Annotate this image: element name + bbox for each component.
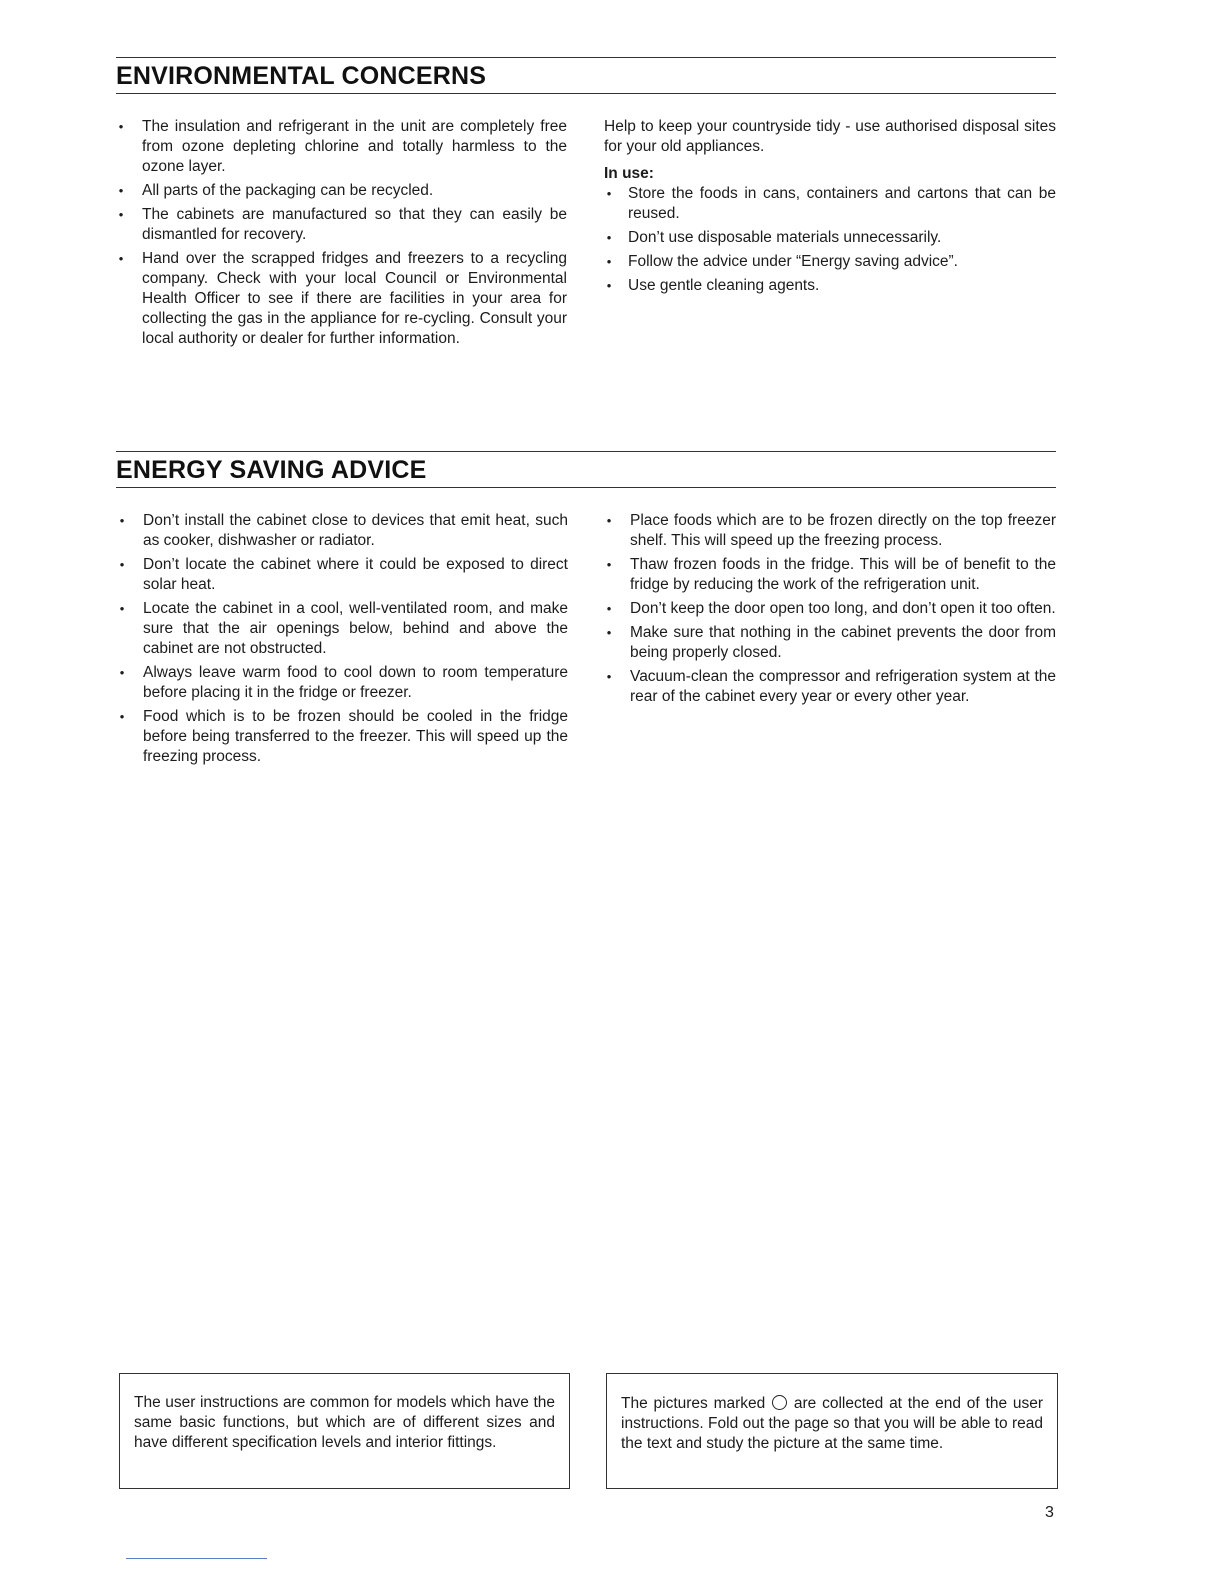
list-item: • Don’t locate the cabinet where it could be exposed to direct solar heat.: [117, 555, 568, 595]
energy-left-column: [117, 511, 568, 771]
list-item: • Locate the cabinet in a cool, well-ventilated room, and make sure that the air openings below, behind and above the cabinet are not obstructed.: [117, 599, 568, 659]
bullet-icon: •: [606, 601, 612, 616]
section-top-rule: [116, 57, 1056, 58]
list-item: • Thaw frozen foods in the fridge. This will be of benefit to the fridge by reducing the work of the refrigeration unit.: [604, 555, 1056, 595]
environmental-left-column: [116, 117, 567, 353]
energy-right-column: [604, 511, 1056, 711]
bullet-icon: •: [606, 669, 612, 684]
list-item: • Place foods which are to be frozen directly on the top freezer shelf. This will speed up the freezing process.: [604, 511, 1056, 551]
bullet-icon: •: [119, 557, 125, 572]
page-number: 3: [1045, 1504, 1054, 1521]
bullet-icon: •: [606, 230, 612, 245]
pictures-note-box: [606, 1373, 1058, 1489]
list-item: • Don’t install the cabinet close to devices that emit heat, such as cooker, dishwasher or radiator.: [117, 511, 568, 551]
section-bottom-rule: [116, 93, 1056, 94]
section-bottom-rule: [116, 487, 1056, 488]
bullet-icon: •: [119, 709, 125, 724]
list-item: • Use gentle cleaning agents.: [604, 276, 1056, 296]
in-use-heading: In use:: [604, 165, 654, 182]
bullet-icon: •: [119, 513, 125, 528]
environmental-list: [116, 117, 567, 349]
bullet-icon: •: [118, 207, 124, 222]
energy-right-list: [604, 511, 1056, 707]
list-item: • Follow the advice under “Energy saving advice”.: [604, 252, 1056, 272]
models-note-text: The user instructions are common for models which have the same basic functions, but which are of different sizes and have different specification levels and interior fittings.: [134, 1394, 555, 1451]
bullet-icon: •: [606, 186, 612, 201]
models-note-box: [119, 1373, 570, 1489]
list-item: • The insulation and refrigerant in the unit are completely free from ozone depleting chlorine and totally harmless to the ozone layer.: [116, 117, 567, 177]
section-title-environmental: ENVIRONMENTAL CONCERNS: [116, 62, 487, 90]
footer-link-underline: [126, 1558, 267, 1559]
list-item: • Don’t keep the door open too long, and don’t open it too often.: [604, 599, 1056, 619]
environmental-right-column: [604, 117, 1056, 300]
list-item: • All parts of the packaging can be recycled.: [116, 181, 567, 201]
disposal-advice-text: Help to keep your countryside tidy - use authorised disposal sites for your old appliances.: [604, 118, 1056, 155]
list-item: • The cabinets are manufactured so that they can easily be dismantled for recovery.: [116, 205, 567, 245]
bullet-icon: •: [118, 183, 124, 198]
bullet-icon: •: [606, 254, 612, 269]
pictures-note-text-end: are collected at the end of the user instructions. Fold out the page so that you will be able to read the text and study the picture at the same time.: [621, 1395, 1044, 1452]
section-title-energy: ENERGY SAVING ADVICE: [116, 456, 427, 484]
list-item: • Store the foods in cans, containers and cartons that can be reused.: [604, 184, 1056, 224]
bullet-icon: •: [119, 665, 125, 680]
list-item: • Don’t use disposable materials unnecessarily.: [604, 228, 1056, 248]
bullet-icon: •: [118, 119, 124, 134]
bullet-icon: •: [606, 513, 612, 528]
list-item: • Hand over the scrapped fridges and freezers to a recycling company. Check with your local Council or Environmental Health Officer to see if there are facilities in your area for collecting the gas in the appliance for re-cycling. Consult your local authority or dealer for further information.: [116, 249, 567, 349]
list-item: • Vacuum-clean the compressor and refrigeration system at the rear of the cabinet every year or every other year.: [604, 667, 1056, 707]
circle-marker-icon: [772, 1395, 787, 1410]
pictures-note-text-start: The pictures marked: [621, 1395, 766, 1412]
list-item: • Always leave warm food to cool down to room temperature before placing it in the fridge or freezer.: [117, 663, 568, 703]
list-item: • Make sure that nothing in the cabinet prevents the door from being properly closed.: [604, 623, 1056, 663]
bullet-icon: •: [606, 278, 612, 293]
list-item: • Food which is to be frozen should be cooled in the fridge before being transferred to the freezer. This will speed up the freezing process.: [117, 707, 568, 767]
bullet-icon: •: [119, 601, 125, 616]
bullet-icon: •: [118, 251, 124, 266]
in-use-list: [604, 184, 1056, 296]
bullet-icon: •: [606, 625, 612, 640]
section-top-rule: [116, 451, 1056, 452]
energy-left-list: [117, 511, 568, 767]
bullet-icon: •: [606, 557, 612, 572]
